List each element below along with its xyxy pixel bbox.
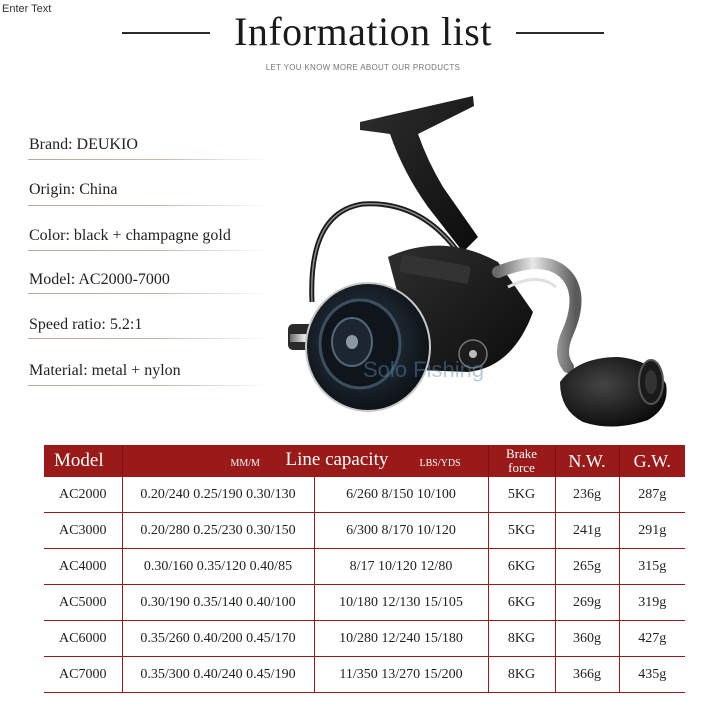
header-mm-unit: MM/M <box>230 458 260 469</box>
cell-mm-capacity: 0.30/190 0.35/140 0.40/100 <box>122 585 314 621</box>
header-model: Model <box>44 445 122 477</box>
title-rule-right <box>516 32 604 34</box>
cell-model: AC7000 <box>44 657 122 693</box>
cell-model: AC4000 <box>44 549 122 585</box>
watermark-text: Solo Fishing <box>363 357 485 382</box>
cell-brake: 5KG <box>488 513 555 549</box>
spec-divider <box>28 205 268 206</box>
table-header-row <box>44 445 685 477</box>
cell-brake: 8KG <box>488 621 555 657</box>
cell-nw: 269g <box>555 585 619 621</box>
cell-nw: 366g <box>555 657 619 693</box>
header-brake-line2: force <box>508 460 535 475</box>
header-line-capacity <box>122 445 488 477</box>
specifications-table <box>44 445 685 693</box>
spec-model: Model: AC2000-7000 <box>29 271 170 288</box>
cell-mm-capacity: 0.35/260 0.40/200 0.45/170 <box>122 621 314 657</box>
cell-model: AC2000 <box>44 477 122 513</box>
cell-nw: 265g <box>555 549 619 585</box>
page-title: Information list <box>234 9 492 54</box>
table-row <box>44 585 685 621</box>
header-brake-line1: Brake <box>505 446 538 461</box>
spec-divider <box>28 250 268 251</box>
cell-mm-capacity: 0.20/280 0.25/230 0.30/150 <box>122 513 314 549</box>
cell-brake: 8KG <box>488 657 555 693</box>
cell-gw: 287g <box>619 477 685 513</box>
page-subtitle: LET YOU KNOW MORE ABOUT OUR PRODUCTS <box>265 63 461 72</box>
cell-mm-capacity: 0.20/240 0.25/190 0.30/130 <box>122 477 314 513</box>
cell-model: AC5000 <box>44 585 122 621</box>
enter-text-label: Enter Text <box>2 3 52 15</box>
cell-mm-capacity: 0.30/160 0.35/120 0.40/85 <box>122 549 314 585</box>
cell-nw: 360g <box>555 621 619 657</box>
cell-model: AC6000 <box>44 621 122 657</box>
table-row <box>44 513 685 549</box>
cell-brake: 6KG <box>488 585 555 621</box>
table-row <box>44 477 685 513</box>
cell-brake: 6KG <box>488 549 555 585</box>
spec-speed-ratio: Speed ratio: 5.2:1 <box>29 316 143 333</box>
header-lbs-unit: LBS/YDS <box>419 458 461 469</box>
table-row <box>44 621 685 657</box>
header-net-weight: N.W. <box>555 445 619 477</box>
header-gross-weight: G.W. <box>619 445 685 477</box>
cell-model: AC3000 <box>44 513 122 549</box>
cell-lbs-capacity: 8/17 10/120 12/80 <box>314 549 488 585</box>
spec-divider <box>28 338 268 339</box>
cell-gw: 435g <box>619 657 685 693</box>
spec-origin: Origin: China <box>29 181 118 198</box>
cell-gw: 319g <box>619 585 685 621</box>
cell-lbs-capacity: 6/260 8/150 10/100 <box>314 477 488 513</box>
header-brake-force <box>488 445 555 477</box>
cell-brake: 5KG <box>488 477 555 513</box>
table-row <box>44 549 685 585</box>
spec-color: Color: black + champagne gold <box>29 227 231 244</box>
spec-divider <box>28 385 268 386</box>
spec-material: Material: metal + nylon <box>29 362 181 379</box>
cell-gw: 427g <box>619 621 685 657</box>
cell-lbs-capacity: 11/350 13/270 15/200 <box>314 657 488 693</box>
spec-divider <box>28 293 268 294</box>
cell-lbs-capacity: 10/280 12/240 15/180 <box>314 621 488 657</box>
cell-nw: 241g <box>555 513 619 549</box>
cell-lbs-capacity: 6/300 8/170 10/120 <box>314 513 488 549</box>
cell-nw: 236g <box>555 477 619 513</box>
header-line-capacity-label: Line capacity <box>285 449 389 470</box>
fishing-reel-image <box>268 92 688 432</box>
cell-gw: 291g <box>619 513 685 549</box>
cell-gw: 315g <box>619 549 685 585</box>
cell-mm-capacity: 0.35/300 0.40/240 0.45/190 <box>122 657 314 693</box>
table-row <box>44 657 685 693</box>
spec-divider <box>28 159 268 160</box>
spec-brand: Brand: DEUKIO <box>29 136 138 153</box>
cell-lbs-capacity: 10/180 12/130 15/105 <box>314 585 488 621</box>
